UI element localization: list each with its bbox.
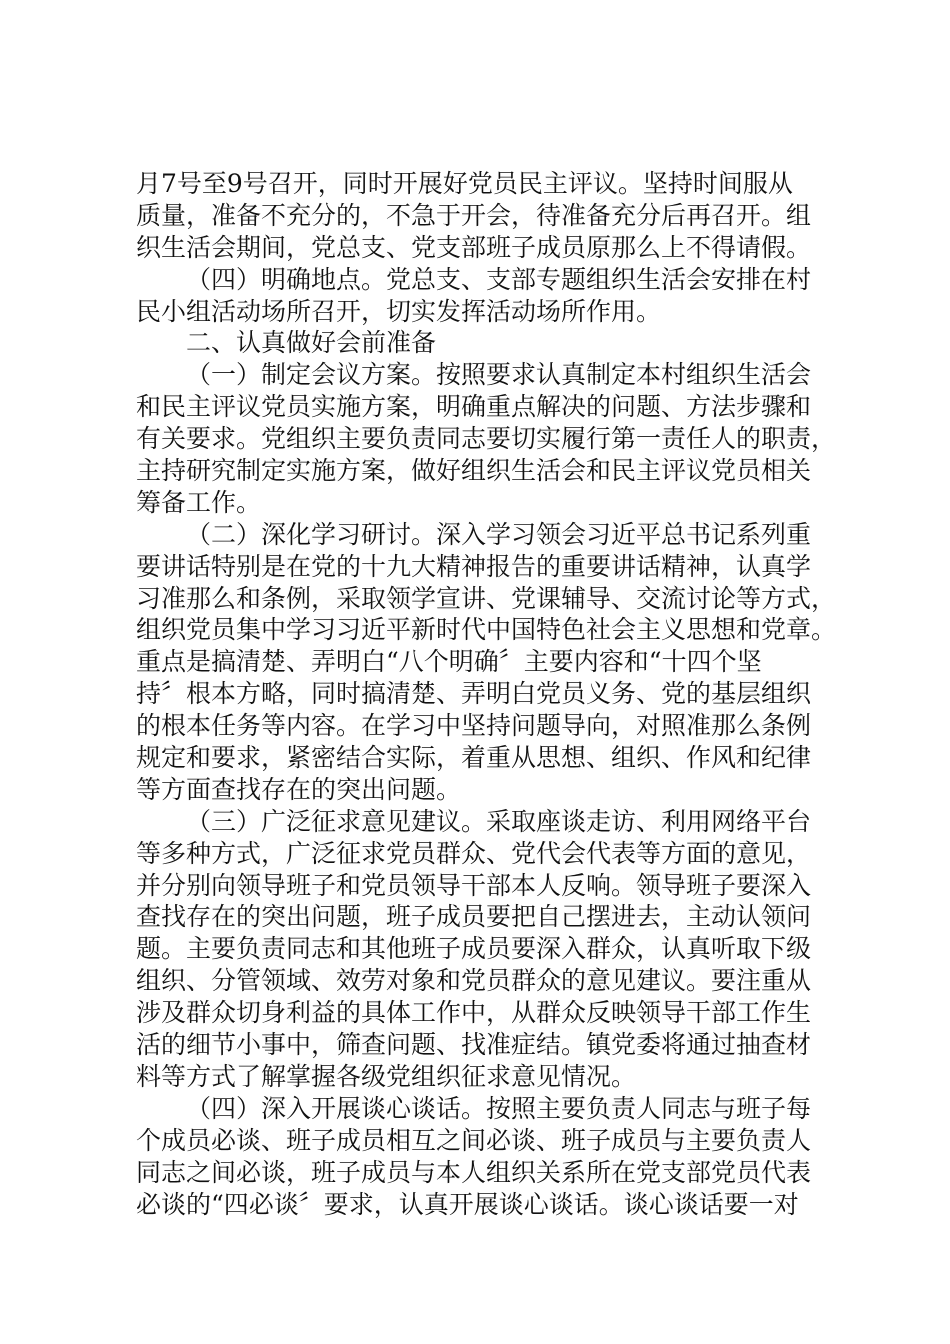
text-line: 组织、分管领域、效劳对象和党员群众的意见建议。要注重从 xyxy=(136,966,812,996)
text-line: 题。主要负责同志和其他班子成员要深入群众，认真听取下级 xyxy=(136,934,812,964)
text-line: 料等方式了解掌握各级党组织征求意见情况。 xyxy=(136,1061,637,1091)
text-line: 筹备工作。 xyxy=(136,487,262,517)
text-line: 质量，准备不充分的，不急于开会，待准备充分后再召开。组 xyxy=(136,200,812,230)
document-body xyxy=(136,168,837,1220)
text-line: 民小组活动场所召开，切实发挥活动场所作用。 xyxy=(136,296,662,326)
text-line: 活的细节小事中，筛查问题、找准症结。镇党委将通过抽查材 xyxy=(136,1030,812,1060)
text-line: 织生活会期间，党总支、党支部班子成员原那么上不得请假。 xyxy=(136,232,812,262)
text-line: 等方面查找存在的突出问题。 xyxy=(136,774,462,804)
text-line: 主持研究制定实施方案，做好组织生活会和民主评议党员相关 xyxy=(136,456,812,486)
text-line: 同志之间必谈，班子成员与本人组织关系所在党支部党员代表 xyxy=(136,1157,812,1187)
text-line: 规定和要求，紧密结合实际，着重从思想、组织、作风和纪律 xyxy=(136,743,812,773)
text-line: 和民主评议党员实施方案，明确重点解决的问题、方法步骤和 xyxy=(136,392,812,422)
text-line: 组织党员集中学习习近平新时代中国特色社会主义思想和党章。 xyxy=(136,615,837,645)
text-line: 查找存在的突出问题，班子成员要把自己摆进去，主动认领问 xyxy=(136,902,812,932)
text-line: （二）深化学习研讨。深入学习领会习近平总书记系列重 xyxy=(186,519,812,549)
text-line: 要讲话特别是在党的十九大精神报告的重要讲话精神，认真学 xyxy=(136,551,812,581)
text-line: （一）制定会议方案。按照要求认真制定本村组织生活会 xyxy=(186,360,812,390)
text-line: 并分别向领导班子和党员领导干部本人反响。领导班子要深入 xyxy=(136,870,812,900)
text-line: （四）深入开展谈心谈话。按照主要负责人同志与班子每 xyxy=(186,1093,812,1123)
text-line: （四）明确地点。党总支、支部专题组织生活会安排在村 xyxy=(186,264,812,294)
text-line: 涉及群众切身利益的具体工作中，从群众反映领导干部工作生 xyxy=(136,998,812,1028)
text-line: 二、认真做好会前准备 xyxy=(186,328,437,358)
text-line: （三）广泛征求意见建议。采取座谈走访、利用网络平台 xyxy=(186,806,812,836)
text-line: 个成员必谈、班子成员相互之间必谈、班子成员与主要负责人 xyxy=(136,1125,812,1155)
text-line: 持〞根本方略，同时搞清楚、弄明白党员义务、党的基层组织 xyxy=(136,679,812,709)
text-line: 有关要求。党组织主要负责同志要切实履行第一责任人的职责， xyxy=(136,424,837,454)
text-line: 月7号至9号召开，同时开展好党员民主评议。坚持时间服从 xyxy=(136,169,793,198)
text-line: 习准那么和条例，采取领学宣讲、党课辅导、交流讨论等方式， xyxy=(136,583,837,613)
text-line: 必谈的“四必谈〞要求，认真开展谈心谈话。谈心谈话要一对 xyxy=(136,1189,799,1219)
text-line: 重点是搞清楚、弄明白“八个明确〞主要内容和“十四个坚 xyxy=(136,647,762,677)
text-line: 的根本任务等内容。在学习中坚持问题导向，对照准那么条例 xyxy=(136,711,812,741)
text-line: 等多种方式，广泛征求党员群众、党代会代表等方面的意见， xyxy=(136,838,812,868)
